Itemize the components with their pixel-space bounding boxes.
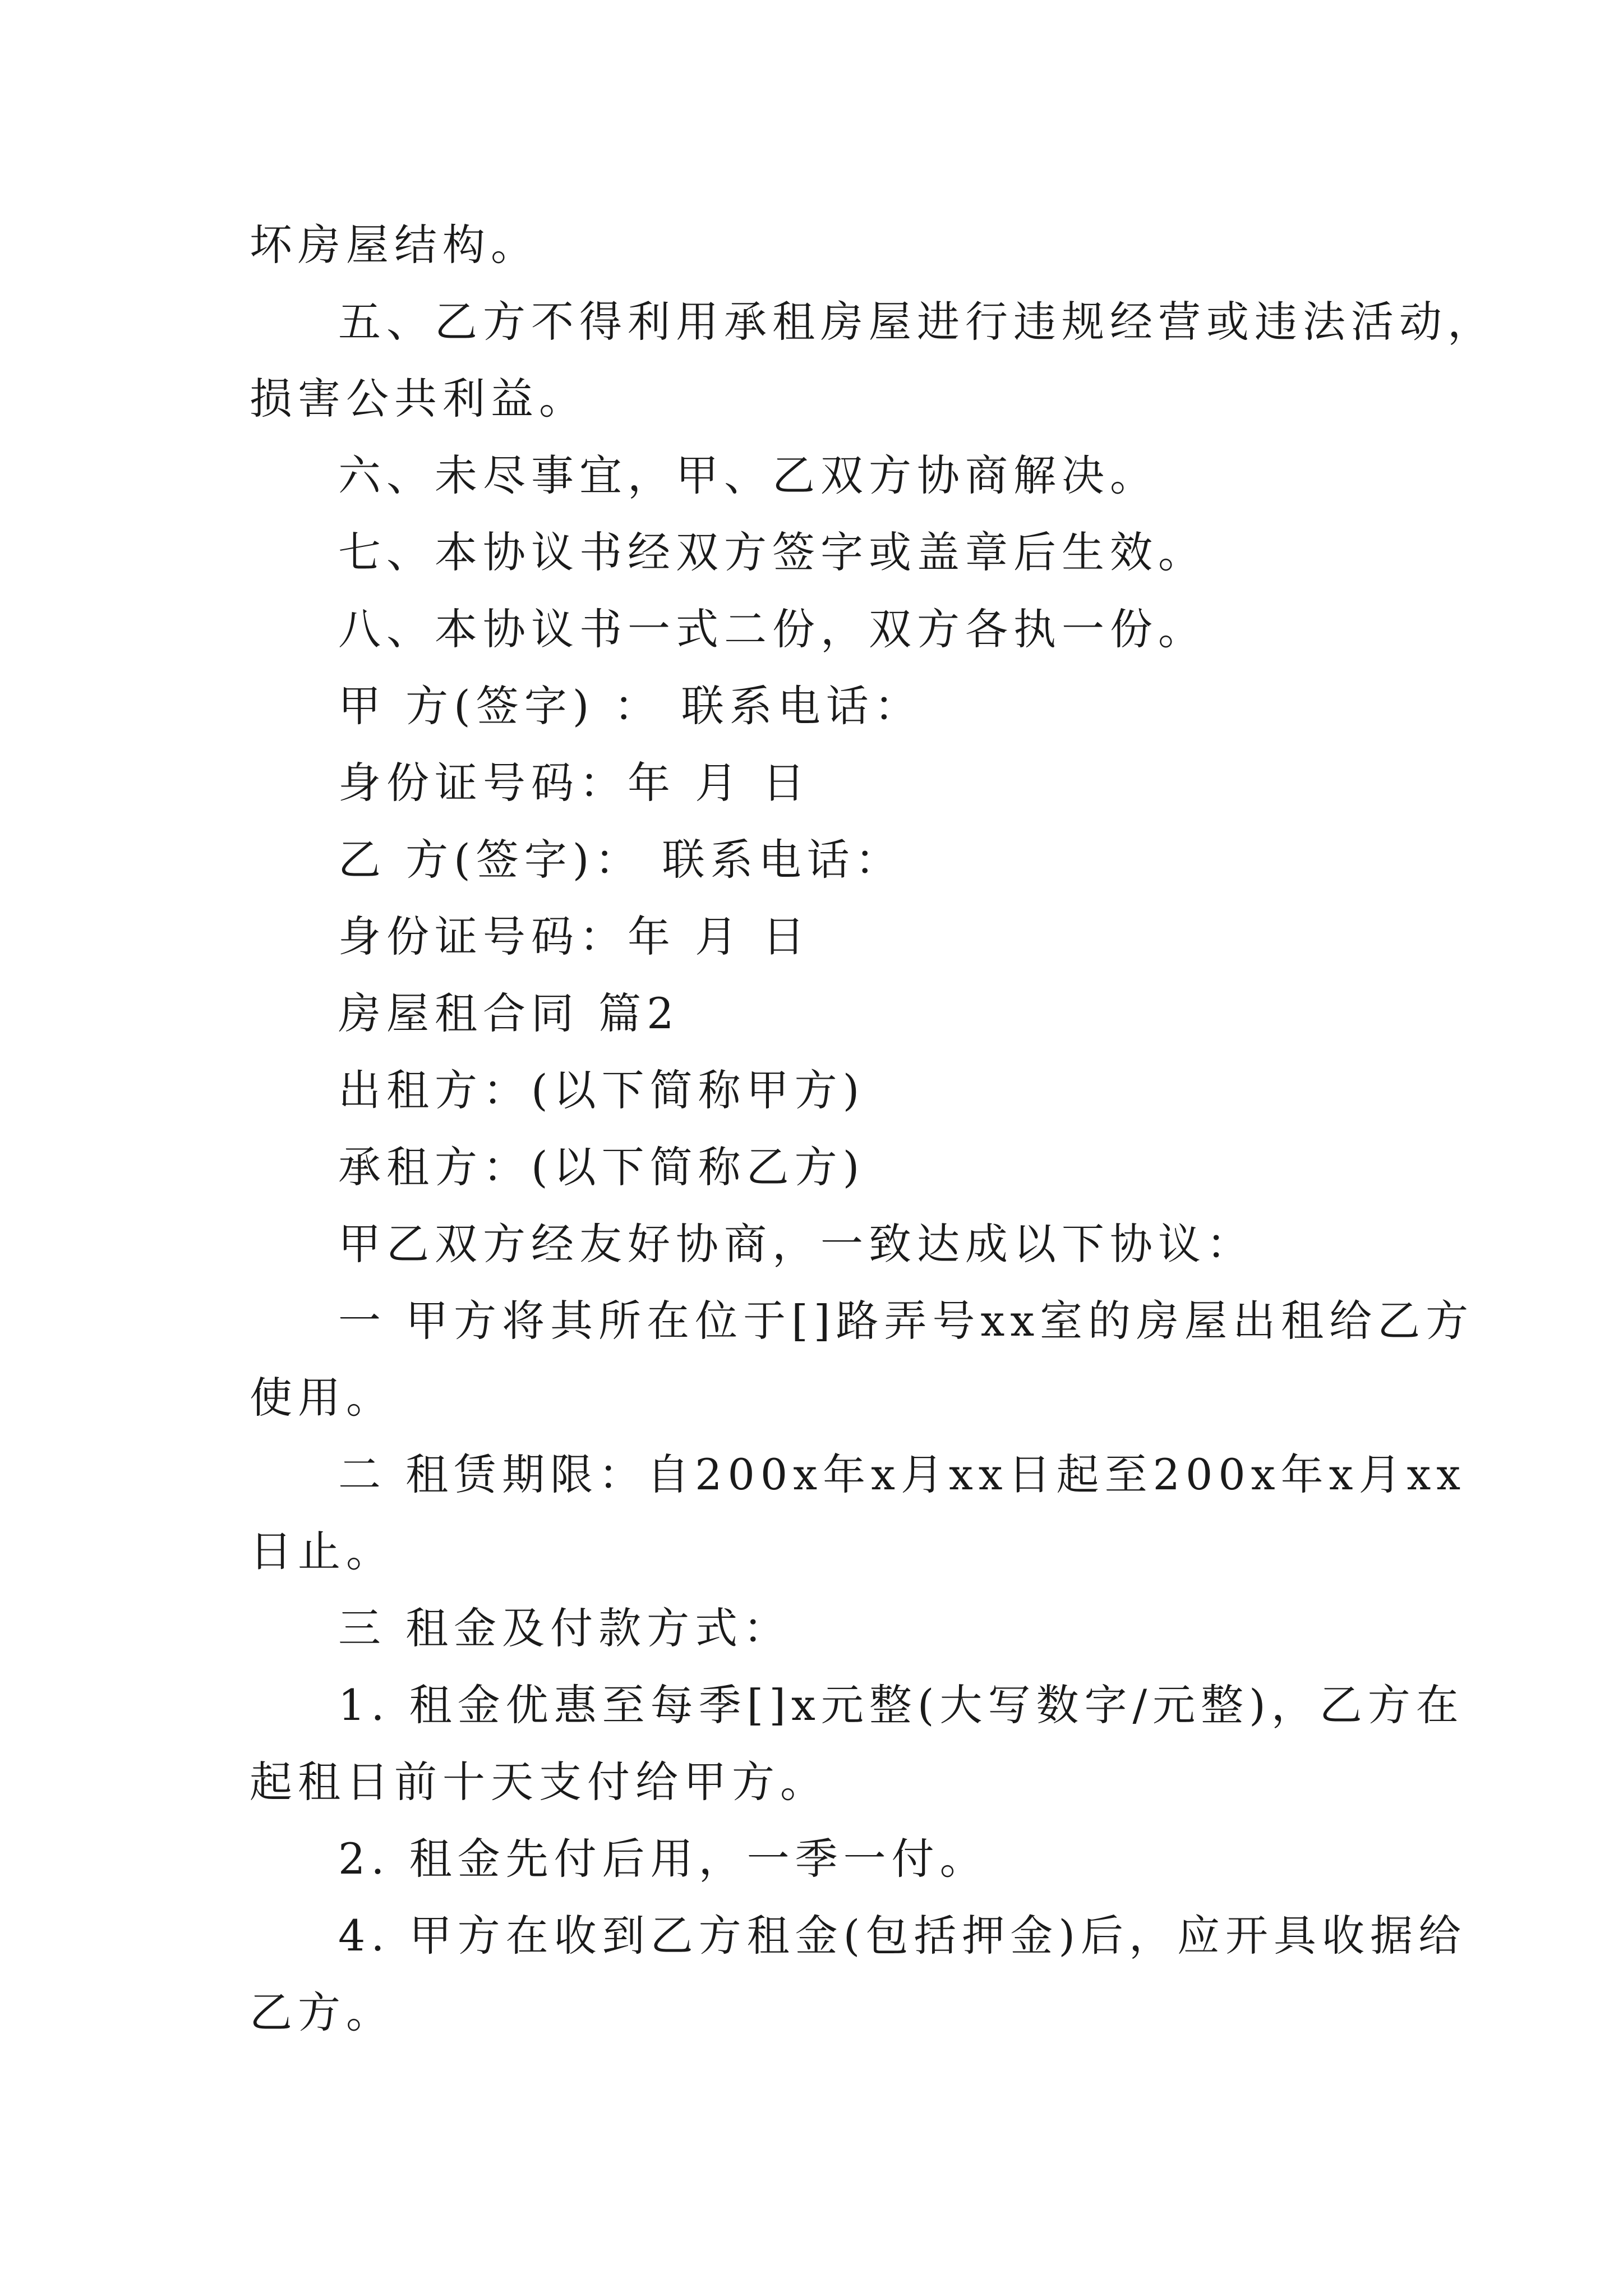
clause-line: 起租日前十天支付给甲方。 xyxy=(250,1757,828,1807)
clause-line: 二 租赁期限：自200x年x月xx日起至200x年x月xx xyxy=(338,1450,1467,1499)
paragraph-line: 八、本协议书一式二份，双方各执一份。 xyxy=(338,604,1206,654)
clause-line: 1. 租金优惠至每季[]x元整(大写数字/元整)，乙方在 xyxy=(338,1680,1464,1730)
party-line: 承租方：(以下简称乙方) xyxy=(338,1142,865,1192)
document-body xyxy=(250,206,1496,2051)
clause-line: 日止。 xyxy=(250,1526,394,1576)
clause-line: 使用。 xyxy=(250,1373,394,1423)
clause-line: 乙方。 xyxy=(250,1987,394,2037)
clause-line: 三 租金及付款方式： xyxy=(338,1603,792,1653)
signature-line: 乙 方(签字)： 联系电话： xyxy=(338,835,903,885)
clause-line: 一 甲方将其所在位于[]路弄号xx室的房屋出租给乙方 xyxy=(338,1296,1474,1346)
paragraph-line: 七、本协议书经双方签字或盖章后生效。 xyxy=(338,527,1206,577)
paragraph-line: 五、乙方不得利用承租房屋进行违规经营或违法活动， xyxy=(338,297,1496,347)
section-heading: 房屋租合同 篇2 xyxy=(338,988,680,1038)
id-date-line: 身份证号码：年 月 日 xyxy=(338,912,811,961)
paragraph-line: 甲乙双方经友好协商，一致达成以下协议： xyxy=(338,1219,1255,1269)
paragraph-line: 损害公共利益。 xyxy=(250,374,587,424)
id-date-line: 身份证号码：年 月 日 xyxy=(338,758,811,808)
clause-line: 2. 租金先付后用，一季一付。 xyxy=(338,1834,988,1884)
clause-line: 4. 甲方在收到乙方租金(包括押金)后，应开具收据给 xyxy=(338,1911,1467,1961)
paragraph-line: 坏房屋结构。 xyxy=(250,220,539,270)
party-line: 出租方：(以下简称甲方) xyxy=(338,1065,865,1115)
paragraph-line: 六、未尽事宜，甲、乙双方协商解决。 xyxy=(338,450,1158,500)
signature-line: 甲 方(签字) ： 联系电话： xyxy=(338,681,923,731)
